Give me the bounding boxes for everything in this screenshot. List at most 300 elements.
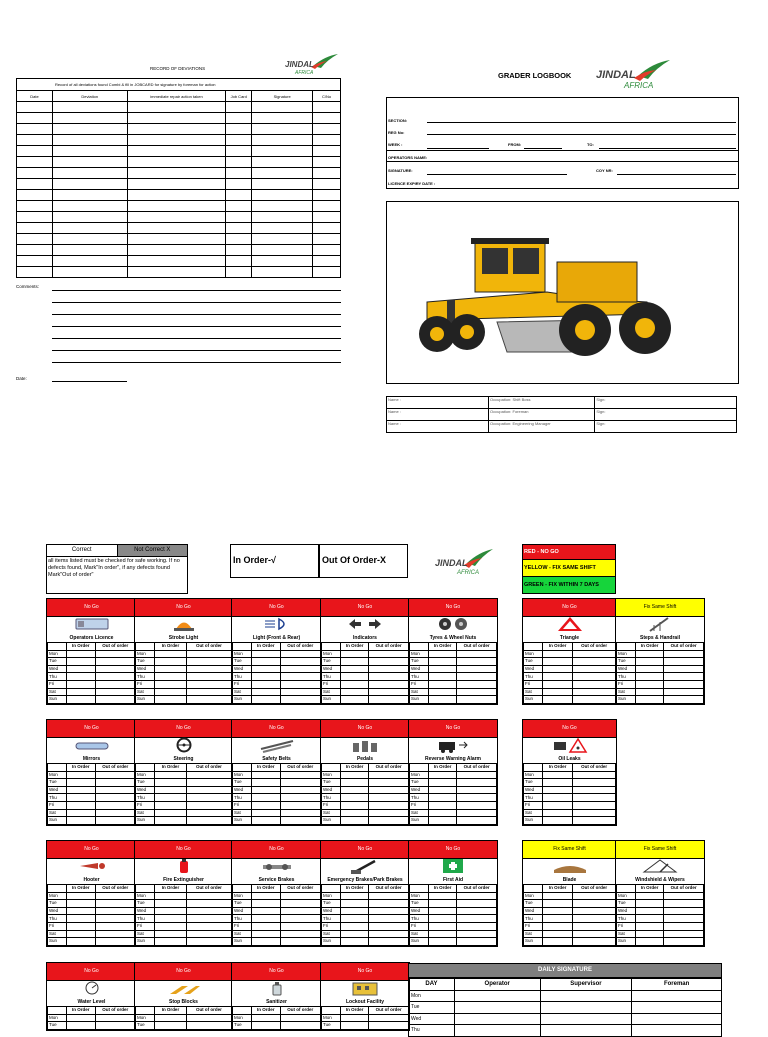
out-of-order-cell[interactable] bbox=[369, 938, 409, 946]
in-order-cell[interactable] bbox=[252, 665, 281, 673]
in-order-cell[interactable] bbox=[67, 680, 96, 688]
table-cell[interactable] bbox=[313, 124, 341, 135]
out-of-order-cell[interactable] bbox=[95, 900, 135, 908]
out-of-order-cell[interactable] bbox=[280, 1014, 320, 1022]
table-cell[interactable] bbox=[127, 168, 226, 179]
out-of-order-cell[interactable] bbox=[664, 688, 704, 696]
in-order-cell[interactable] bbox=[341, 900, 369, 908]
out-of-order-cell[interactable] bbox=[664, 673, 704, 681]
out-of-order-cell[interactable] bbox=[95, 930, 135, 938]
in-order-cell[interactable] bbox=[543, 786, 573, 794]
in-order-cell[interactable] bbox=[341, 915, 369, 923]
table-cell[interactable] bbox=[17, 201, 53, 212]
comment-line[interactable] bbox=[52, 326, 341, 327]
in-order-cell[interactable] bbox=[252, 922, 281, 930]
in-order-cell[interactable] bbox=[67, 922, 96, 930]
table-cell[interactable] bbox=[17, 179, 53, 190]
in-order-cell[interactable] bbox=[155, 1022, 187, 1030]
out-of-order-cell[interactable] bbox=[369, 922, 409, 930]
out-of-order-cell[interactable] bbox=[457, 930, 497, 938]
out-of-order-cell[interactable] bbox=[457, 658, 497, 666]
in-order-cell[interactable] bbox=[67, 907, 96, 915]
in-order-cell[interactable] bbox=[155, 786, 187, 794]
in-order-cell[interactable] bbox=[67, 1014, 96, 1022]
signature-field[interactable] bbox=[427, 174, 567, 175]
out-of-order-cell[interactable] bbox=[369, 915, 409, 923]
out-of-order-cell[interactable] bbox=[664, 938, 704, 946]
out-of-order-cell[interactable] bbox=[664, 696, 704, 704]
table-cell[interactable] bbox=[226, 102, 252, 113]
from-field[interactable] bbox=[524, 148, 562, 149]
table-cell[interactable] bbox=[252, 201, 313, 212]
table-cell[interactable] bbox=[313, 168, 341, 179]
in-order-cell[interactable] bbox=[341, 817, 369, 825]
comment-line[interactable] bbox=[52, 338, 341, 339]
table-cell[interactable] bbox=[226, 113, 252, 124]
in-order-cell[interactable] bbox=[252, 680, 281, 688]
out-of-order-cell[interactable] bbox=[664, 658, 704, 666]
in-order-cell[interactable] bbox=[155, 688, 187, 696]
signature-cell[interactable] bbox=[632, 1002, 722, 1014]
table-cell[interactable] bbox=[226, 190, 252, 201]
comment-line[interactable] bbox=[52, 350, 341, 351]
in-order-cell[interactable] bbox=[341, 809, 369, 817]
out-of-order-cell[interactable] bbox=[186, 771, 231, 779]
out-of-order-cell[interactable] bbox=[369, 696, 409, 704]
out-of-order-cell[interactable] bbox=[186, 907, 231, 915]
out-of-order-cell[interactable] bbox=[369, 817, 409, 825]
in-order-cell[interactable] bbox=[341, 938, 369, 946]
in-order-cell[interactable] bbox=[341, 1022, 369, 1030]
table-row[interactable] bbox=[17, 201, 341, 212]
out-of-order-cell[interactable] bbox=[573, 922, 616, 930]
in-order-cell[interactable] bbox=[252, 915, 281, 923]
out-of-order-cell[interactable] bbox=[457, 650, 497, 658]
out-of-order-cell[interactable] bbox=[573, 650, 616, 658]
in-order-cell[interactable] bbox=[543, 779, 573, 787]
in-order-cell[interactable] bbox=[67, 809, 96, 817]
out-of-order-cell[interactable] bbox=[457, 779, 497, 787]
table-cell[interactable] bbox=[252, 113, 313, 124]
out-of-order-cell[interactable] bbox=[369, 930, 409, 938]
in-order-cell[interactable] bbox=[429, 817, 457, 825]
table-cell[interactable] bbox=[127, 190, 226, 201]
in-order-cell[interactable] bbox=[67, 794, 96, 802]
in-order-cell[interactable] bbox=[341, 930, 369, 938]
in-order-cell[interactable] bbox=[67, 817, 96, 825]
table-row[interactable] bbox=[17, 212, 341, 223]
table-cell[interactable] bbox=[52, 179, 127, 190]
in-order-cell[interactable] bbox=[155, 665, 187, 673]
in-order-cell[interactable] bbox=[341, 665, 369, 673]
table-cell[interactable] bbox=[226, 135, 252, 146]
table-cell[interactable] bbox=[226, 234, 252, 245]
out-of-order-cell[interactable] bbox=[95, 809, 135, 817]
table-cell[interactable] bbox=[226, 267, 252, 278]
out-of-order-cell[interactable] bbox=[369, 779, 409, 787]
out-of-order-cell[interactable] bbox=[280, 688, 320, 696]
out-of-order-cell[interactable] bbox=[369, 771, 409, 779]
in-order-cell[interactable] bbox=[543, 817, 573, 825]
in-order-cell[interactable] bbox=[429, 665, 457, 673]
in-order-cell[interactable] bbox=[155, 809, 187, 817]
out-of-order-cell[interactable] bbox=[664, 907, 704, 915]
table-cell[interactable] bbox=[252, 146, 313, 157]
table-row[interactable] bbox=[17, 256, 341, 267]
in-order-cell[interactable] bbox=[155, 817, 187, 825]
in-order-cell[interactable] bbox=[252, 688, 281, 696]
in-order-cell[interactable] bbox=[67, 665, 96, 673]
table-cell[interactable] bbox=[252, 212, 313, 223]
table-cell[interactable] bbox=[17, 256, 53, 267]
table-cell[interactable] bbox=[127, 102, 226, 113]
table-cell[interactable] bbox=[127, 146, 226, 157]
table-cell[interactable] bbox=[127, 179, 226, 190]
out-of-order-cell[interactable] bbox=[369, 892, 409, 900]
out-of-order-cell[interactable] bbox=[664, 650, 704, 658]
table-cell[interactable] bbox=[313, 256, 341, 267]
table-cell[interactable] bbox=[313, 190, 341, 201]
out-of-order-cell[interactable] bbox=[95, 688, 135, 696]
in-order-cell[interactable] bbox=[543, 809, 573, 817]
in-order-cell[interactable] bbox=[429, 680, 457, 688]
in-order-cell[interactable] bbox=[636, 892, 664, 900]
out-of-order-cell[interactable] bbox=[573, 688, 616, 696]
out-of-order-cell[interactable] bbox=[664, 665, 704, 673]
signature-cell[interactable] bbox=[540, 1025, 632, 1037]
out-of-order-cell[interactable] bbox=[186, 680, 231, 688]
table-cell[interactable] bbox=[127, 157, 226, 168]
out-of-order-cell[interactable] bbox=[369, 1014, 409, 1022]
out-of-order-cell[interactable] bbox=[186, 786, 231, 794]
in-order-cell[interactable] bbox=[67, 915, 96, 923]
week-field[interactable] bbox=[427, 148, 489, 149]
table-row[interactable] bbox=[17, 245, 341, 256]
in-order-cell[interactable] bbox=[252, 673, 281, 681]
comment-line[interactable] bbox=[52, 290, 341, 291]
table-cell[interactable] bbox=[127, 223, 226, 234]
out-of-order-cell[interactable] bbox=[457, 907, 497, 915]
signature-cell[interactable] bbox=[454, 1002, 540, 1014]
out-of-order-cell[interactable] bbox=[573, 801, 616, 809]
table-cell[interactable] bbox=[127, 212, 226, 223]
out-of-order-cell[interactable] bbox=[369, 688, 409, 696]
out-of-order-cell[interactable] bbox=[280, 930, 320, 938]
out-of-order-cell[interactable] bbox=[573, 930, 616, 938]
in-order-cell[interactable] bbox=[67, 938, 96, 946]
table-row[interactable] bbox=[17, 168, 341, 179]
table-cell[interactable] bbox=[17, 135, 53, 146]
out-of-order-cell[interactable] bbox=[369, 680, 409, 688]
out-of-order-cell[interactable] bbox=[457, 794, 497, 802]
signature-cell[interactable] bbox=[540, 1002, 632, 1014]
in-order-cell[interactable] bbox=[67, 786, 96, 794]
table-cell[interactable] bbox=[17, 146, 53, 157]
table-cell[interactable] bbox=[127, 201, 226, 212]
table-cell[interactable] bbox=[127, 135, 226, 146]
signature-cell[interactable] bbox=[454, 990, 540, 1002]
out-of-order-cell[interactable] bbox=[369, 900, 409, 908]
table-cell[interactable] bbox=[226, 179, 252, 190]
out-of-order-cell[interactable] bbox=[186, 665, 231, 673]
in-order-cell[interactable] bbox=[155, 673, 187, 681]
table-cell[interactable] bbox=[313, 135, 341, 146]
out-of-order-cell[interactable] bbox=[573, 938, 616, 946]
in-order-cell[interactable] bbox=[67, 771, 96, 779]
out-of-order-cell[interactable] bbox=[664, 680, 704, 688]
out-of-order-cell[interactable] bbox=[573, 817, 616, 825]
table-cell[interactable] bbox=[313, 157, 341, 168]
out-of-order-cell[interactable] bbox=[573, 779, 616, 787]
in-order-cell[interactable] bbox=[67, 1022, 96, 1030]
in-order-cell[interactable] bbox=[429, 900, 457, 908]
in-order-cell[interactable] bbox=[155, 938, 187, 946]
in-order-cell[interactable] bbox=[543, 915, 573, 923]
table-cell[interactable] bbox=[52, 168, 127, 179]
in-order-cell[interactable] bbox=[636, 915, 664, 923]
out-of-order-cell[interactable] bbox=[573, 696, 616, 704]
in-order-cell[interactable] bbox=[429, 650, 457, 658]
out-of-order-cell[interactable] bbox=[280, 922, 320, 930]
out-of-order-cell[interactable] bbox=[369, 650, 409, 658]
in-order-cell[interactable] bbox=[341, 673, 369, 681]
in-order-cell[interactable] bbox=[341, 1014, 369, 1022]
out-of-order-cell[interactable] bbox=[664, 922, 704, 930]
table-cell[interactable] bbox=[313, 102, 341, 113]
table-cell[interactable] bbox=[226, 146, 252, 157]
table-cell[interactable] bbox=[52, 113, 127, 124]
in-order-cell[interactable] bbox=[155, 794, 187, 802]
table-cell[interactable] bbox=[17, 113, 53, 124]
table-cell[interactable] bbox=[127, 234, 226, 245]
table-cell[interactable] bbox=[52, 267, 127, 278]
table-cell[interactable] bbox=[313, 201, 341, 212]
in-order-cell[interactable] bbox=[341, 658, 369, 666]
out-of-order-cell[interactable] bbox=[95, 817, 135, 825]
in-order-cell[interactable] bbox=[67, 688, 96, 696]
date-line[interactable] bbox=[52, 381, 127, 382]
in-order-cell[interactable] bbox=[252, 771, 281, 779]
in-order-cell[interactable] bbox=[155, 779, 187, 787]
out-of-order-cell[interactable] bbox=[573, 907, 616, 915]
out-of-order-cell[interactable] bbox=[457, 915, 497, 923]
out-of-order-cell[interactable] bbox=[186, 809, 231, 817]
table-cell[interactable] bbox=[127, 124, 226, 135]
table-row[interactable] bbox=[17, 113, 341, 124]
in-order-cell[interactable] bbox=[155, 915, 187, 923]
out-of-order-cell[interactable] bbox=[664, 915, 704, 923]
in-order-cell[interactable] bbox=[636, 938, 664, 946]
table-row[interactable] bbox=[17, 179, 341, 190]
table-cell[interactable] bbox=[17, 124, 53, 135]
table-cell[interactable] bbox=[52, 212, 127, 223]
table-cell[interactable] bbox=[252, 190, 313, 201]
in-order-cell[interactable] bbox=[155, 696, 187, 704]
out-of-order-cell[interactable] bbox=[457, 665, 497, 673]
in-order-cell[interactable] bbox=[155, 930, 187, 938]
out-of-order-cell[interactable] bbox=[369, 809, 409, 817]
table-cell[interactable] bbox=[17, 212, 53, 223]
in-order-cell[interactable] bbox=[543, 922, 573, 930]
out-of-order-cell[interactable] bbox=[280, 938, 320, 946]
in-order-cell[interactable] bbox=[341, 907, 369, 915]
out-of-order-cell[interactable] bbox=[186, 688, 231, 696]
out-of-order-cell[interactable] bbox=[280, 915, 320, 923]
in-order-cell[interactable] bbox=[341, 696, 369, 704]
in-order-cell[interactable] bbox=[429, 794, 457, 802]
table-cell[interactable] bbox=[226, 256, 252, 267]
table-cell[interactable] bbox=[226, 212, 252, 223]
in-order-cell[interactable] bbox=[155, 892, 187, 900]
table-cell[interactable] bbox=[313, 146, 341, 157]
in-order-cell[interactable] bbox=[252, 1022, 281, 1030]
in-order-cell[interactable] bbox=[543, 650, 573, 658]
out-of-order-cell[interactable] bbox=[457, 801, 497, 809]
table-row[interactable] bbox=[17, 267, 341, 278]
table-cell[interactable] bbox=[252, 157, 313, 168]
out-of-order-cell[interactable] bbox=[457, 688, 497, 696]
in-order-cell[interactable] bbox=[252, 801, 281, 809]
out-of-order-cell[interactable] bbox=[573, 680, 616, 688]
in-order-cell[interactable] bbox=[543, 688, 573, 696]
out-of-order-cell[interactable] bbox=[95, 907, 135, 915]
in-order-cell[interactable] bbox=[252, 794, 281, 802]
table-cell[interactable] bbox=[226, 168, 252, 179]
table-cell[interactable] bbox=[313, 212, 341, 223]
in-order-cell[interactable] bbox=[341, 771, 369, 779]
out-of-order-cell[interactable] bbox=[95, 680, 135, 688]
out-of-order-cell[interactable] bbox=[457, 696, 497, 704]
out-of-order-cell[interactable] bbox=[186, 1014, 231, 1022]
signature-cell[interactable] bbox=[632, 990, 722, 1002]
reg-no-field[interactable] bbox=[427, 134, 736, 135]
table-cell[interactable] bbox=[252, 135, 313, 146]
in-order-cell[interactable] bbox=[252, 779, 281, 787]
out-of-order-cell[interactable] bbox=[457, 938, 497, 946]
out-of-order-cell[interactable] bbox=[280, 680, 320, 688]
out-of-order-cell[interactable] bbox=[573, 658, 616, 666]
in-order-cell[interactable] bbox=[252, 696, 281, 704]
out-of-order-cell[interactable] bbox=[457, 817, 497, 825]
signature-cell[interactable] bbox=[454, 1025, 540, 1037]
table-cell[interactable] bbox=[226, 201, 252, 212]
table-cell[interactable] bbox=[17, 234, 53, 245]
in-order-cell[interactable] bbox=[636, 673, 664, 681]
out-of-order-cell[interactable] bbox=[95, 658, 135, 666]
out-of-order-cell[interactable] bbox=[95, 892, 135, 900]
out-of-order-cell[interactable] bbox=[280, 665, 320, 673]
out-of-order-cell[interactable] bbox=[664, 900, 704, 908]
in-order-cell[interactable] bbox=[429, 915, 457, 923]
out-of-order-cell[interactable] bbox=[457, 892, 497, 900]
to-field[interactable] bbox=[599, 148, 736, 149]
in-order-cell[interactable] bbox=[429, 892, 457, 900]
in-order-cell[interactable] bbox=[252, 892, 281, 900]
in-order-cell[interactable] bbox=[429, 696, 457, 704]
signature-cell[interactable] bbox=[540, 990, 632, 1002]
table-cell[interactable] bbox=[52, 135, 127, 146]
in-order-cell[interactable] bbox=[543, 938, 573, 946]
in-order-cell[interactable] bbox=[67, 696, 96, 704]
in-order-cell[interactable] bbox=[543, 907, 573, 915]
in-order-cell[interactable] bbox=[252, 650, 281, 658]
in-order-cell[interactable] bbox=[341, 892, 369, 900]
in-order-cell[interactable] bbox=[543, 930, 573, 938]
in-order-cell[interactable] bbox=[155, 907, 187, 915]
in-order-cell[interactable] bbox=[341, 779, 369, 787]
coy-nr-field[interactable] bbox=[617, 174, 736, 175]
in-order-cell[interactable] bbox=[252, 900, 281, 908]
out-of-order-cell[interactable] bbox=[186, 696, 231, 704]
in-order-cell[interactable] bbox=[429, 922, 457, 930]
out-of-order-cell[interactable] bbox=[280, 696, 320, 704]
out-of-order-cell[interactable] bbox=[280, 673, 320, 681]
operators-name-field[interactable] bbox=[387, 161, 738, 162]
in-order-cell[interactable] bbox=[67, 801, 96, 809]
out-of-order-cell[interactable] bbox=[95, 696, 135, 704]
in-order-cell[interactable] bbox=[67, 900, 96, 908]
comment-line[interactable] bbox=[52, 362, 341, 363]
out-of-order-cell[interactable] bbox=[369, 801, 409, 809]
out-of-order-cell[interactable] bbox=[573, 673, 616, 681]
in-order-cell[interactable] bbox=[341, 786, 369, 794]
in-order-cell[interactable] bbox=[429, 688, 457, 696]
out-of-order-cell[interactable] bbox=[573, 892, 616, 900]
out-of-order-cell[interactable] bbox=[573, 915, 616, 923]
out-of-order-cell[interactable] bbox=[280, 907, 320, 915]
in-order-cell[interactable] bbox=[341, 801, 369, 809]
in-order-cell[interactable] bbox=[341, 922, 369, 930]
in-order-cell[interactable] bbox=[429, 930, 457, 938]
in-order-cell[interactable] bbox=[252, 1014, 281, 1022]
section-field[interactable] bbox=[427, 122, 736, 123]
out-of-order-cell[interactable] bbox=[95, 1014, 135, 1022]
out-of-order-cell[interactable] bbox=[369, 907, 409, 915]
out-of-order-cell[interactable] bbox=[573, 809, 616, 817]
in-order-cell[interactable] bbox=[67, 650, 96, 658]
out-of-order-cell[interactable] bbox=[186, 817, 231, 825]
out-of-order-cell[interactable] bbox=[457, 673, 497, 681]
out-of-order-cell[interactable] bbox=[457, 922, 497, 930]
out-of-order-cell[interactable] bbox=[95, 665, 135, 673]
in-order-cell[interactable] bbox=[67, 779, 96, 787]
in-order-cell[interactable] bbox=[636, 900, 664, 908]
out-of-order-cell[interactable] bbox=[95, 673, 135, 681]
table-cell[interactable] bbox=[52, 256, 127, 267]
out-of-order-cell[interactable] bbox=[95, 650, 135, 658]
comment-line[interactable] bbox=[52, 314, 341, 315]
in-order-cell[interactable] bbox=[429, 801, 457, 809]
out-of-order-cell[interactable] bbox=[95, 786, 135, 794]
out-of-order-cell[interactable] bbox=[369, 665, 409, 673]
in-order-cell[interactable] bbox=[543, 665, 573, 673]
in-order-cell[interactable] bbox=[636, 665, 664, 673]
out-of-order-cell[interactable] bbox=[457, 771, 497, 779]
in-order-cell[interactable] bbox=[636, 922, 664, 930]
out-of-order-cell[interactable] bbox=[95, 938, 135, 946]
out-of-order-cell[interactable] bbox=[186, 900, 231, 908]
table-cell[interactable] bbox=[127, 113, 226, 124]
in-order-cell[interactable] bbox=[341, 650, 369, 658]
table-cell[interactable] bbox=[252, 245, 313, 256]
out-of-order-cell[interactable] bbox=[280, 801, 320, 809]
table-cell[interactable] bbox=[52, 146, 127, 157]
out-of-order-cell[interactable] bbox=[186, 892, 231, 900]
out-of-order-cell[interactable] bbox=[186, 794, 231, 802]
out-of-order-cell[interactable] bbox=[186, 1022, 231, 1030]
table-cell[interactable] bbox=[226, 124, 252, 135]
table-cell[interactable] bbox=[252, 234, 313, 245]
